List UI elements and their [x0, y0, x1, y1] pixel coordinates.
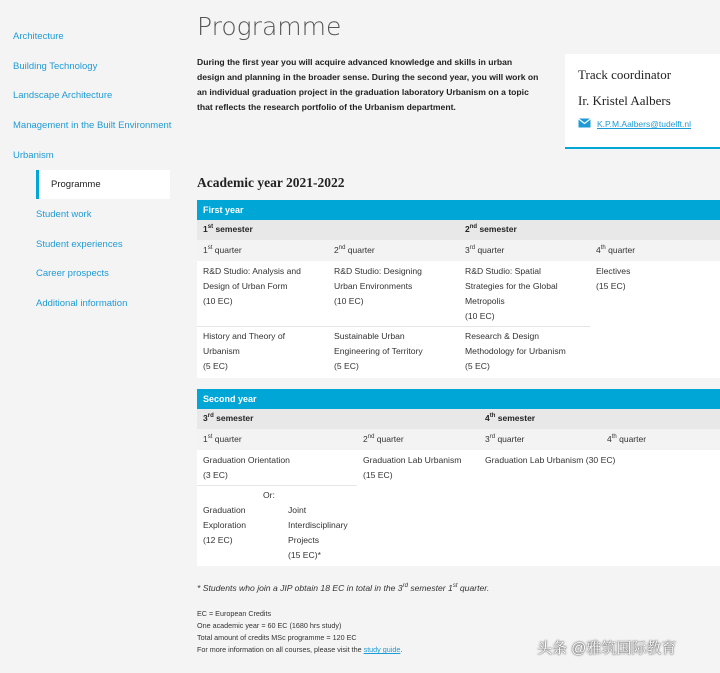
nav-building-technology[interactable]: Building Technology: [13, 61, 98, 72]
nav-sub-programme-active[interactable]: Programme: [36, 170, 170, 199]
first-year-header: First year: [197, 200, 720, 220]
quarter-1-label: 1st quarter: [203, 245, 242, 255]
coordinator-title: Track coordinator: [578, 67, 672, 82]
course-cell: Electives (15 EC): [596, 266, 631, 291]
coordinator-name: Ir. Kristel Aalbers: [578, 93, 671, 108]
nav-urbanism[interactable]: Urbanism: [13, 150, 54, 161]
note-line: One academic year = 60 EC (1680 hrs study): [197, 621, 342, 630]
course-cell: History and Theory of Urbanism (5 EC): [203, 331, 285, 371]
course-cell: Joint Interdisciplinary Projects (15 EC)*: [288, 505, 348, 560]
nav-sub-student-work[interactable]: Student work: [36, 209, 92, 220]
quarter-1-label: 1st quarter: [203, 434, 242, 444]
note-line: Total amount of credits MSc programme = 120 EC: [197, 633, 357, 642]
course-cell: R&D Studio: Designing Urban Environments (10 EC): [334, 266, 422, 306]
study-guide-link[interactable]: study guide: [363, 645, 401, 654]
quarter-3-label: 3rd quarter: [485, 434, 525, 444]
nav-management-built-environment[interactable]: Management in the Built Environment: [13, 120, 172, 131]
course-cell: Graduation Lab Urbanism (30 EC): [485, 455, 616, 465]
nav-sub-student-experiences[interactable]: Student experiences: [36, 239, 123, 250]
semester-2-label: 2nd semester: [465, 224, 517, 234]
credit-notes: [197, 608, 402, 656]
semester-4-label: 4th semester: [485, 413, 536, 423]
watermark-text: 头条 @雅筑国际教育: [537, 640, 677, 657]
coordinator-card: [565, 54, 720, 149]
course-cell: Graduation Exploration (12 EC): [203, 505, 246, 545]
quarter-2-label: 2nd quarter: [363, 434, 404, 444]
semester-3-label: 3rd semester: [203, 413, 254, 423]
quarter-3-label: 3rd quarter: [465, 245, 505, 255]
or-label: Or:: [263, 490, 275, 500]
course-cell: Sustainable Urban Engineering of Territory (5 EC): [334, 331, 423, 371]
course-cell: Graduation Orientation (3 EC): [203, 455, 290, 480]
second-year-table: [197, 389, 720, 566]
second-year-quarter-row: [197, 429, 720, 450]
coordinator-email-row[interactable]: [578, 118, 720, 130]
nav-sub-career-prospects[interactable]: Career prospects: [36, 268, 109, 279]
jip-footnote: * Students who join a JIP obtain 18 EC in total in the 3rd semester 1st quarter.: [197, 583, 490, 593]
second-year-semester-row: [197, 409, 720, 429]
first-year-table: [197, 200, 720, 378]
academic-year-title: Academic year 2021-2022: [197, 175, 345, 190]
row-divider: [459, 326, 590, 327]
quarter-4-label: 4th quarter: [607, 434, 647, 444]
quarter-2-label: 2nd quarter: [334, 245, 375, 255]
semester-1-label: 1st semester: [203, 224, 253, 234]
note-line: For more information on all courses, please visit the study guide.: [197, 645, 403, 654]
row-divider: [328, 326, 459, 327]
course-cell: R&D Studio: Spatial Strategies for the Global Metropolis (10 EC): [465, 266, 558, 321]
intro-text: During the first year you will acquire advanced knowledge and skills in urban design and planning in the broader sense. During the second year, you will work on an individual graduation project in the graduation laboratory Urbanism on a topic that reflects the research portfolio of the Urbanism department.: [197, 57, 539, 112]
first-year-quarter-row: [197, 240, 720, 261]
row-divider: [197, 326, 328, 327]
note-line: EC = European Credits: [197, 609, 272, 618]
nav-sub-additional-information[interactable]: Additional information: [36, 298, 128, 309]
envelope-icon: [578, 118, 591, 130]
page-title: Programme: [197, 12, 342, 41]
course-cell: Research & Design Methodology for Urbanism (5 EC): [465, 331, 566, 371]
coordinator-email-link[interactable]: K.P.M.Aalbers@tudelft.nl: [597, 119, 691, 129]
second-year-header: Second year: [197, 389, 720, 409]
nav-landscape-architecture[interactable]: Landscape Architecture: [13, 90, 113, 101]
first-year-semester-row: [197, 220, 720, 240]
course-cell: R&D Studio: Analysis and Design of Urban Form (10 EC): [203, 266, 301, 306]
course-cell: Graduation Lab Urbanism (15 EC): [363, 455, 462, 480]
quarter-4-label: 4th quarter: [596, 245, 636, 255]
nav-architecture[interactable]: Architecture: [13, 31, 64, 42]
row-divider: [197, 485, 357, 486]
